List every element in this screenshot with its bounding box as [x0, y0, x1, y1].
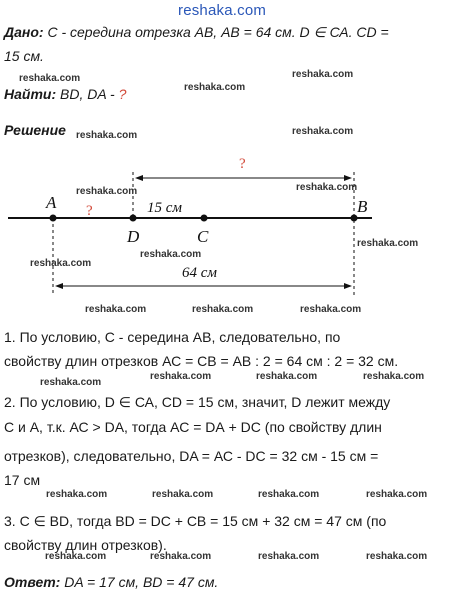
watermark: reshaka.com [152, 489, 214, 500]
given-line-2: 15 см. [4, 48, 44, 64]
watermark: reshaka.com [192, 304, 254, 315]
step-3-line-2: свойству длин отрезков). [4, 537, 167, 553]
watermark: reshaka.com [45, 551, 107, 562]
label-ab-length: 64 см [182, 265, 217, 281]
watermark: reshaka.com [184, 82, 246, 93]
watermark: reshaka.com [85, 304, 147, 315]
label-d: D [127, 227, 140, 246]
step-3-line-1: 3. С ∈ ВD, тогда ВD = DС + СВ = 15 см + 32 см = 47 см (по [4, 513, 387, 529]
watermark: reshaka.com [30, 258, 92, 269]
watermark: reshaka.com [292, 69, 354, 80]
label-a: A [46, 193, 57, 212]
arrow-db-left-head [135, 175, 143, 181]
step-1-line-2: свойству длин отрезков АС = СВ = АВ : 2 = 64 см : 2 = 32 см. [4, 353, 399, 369]
step-2-line-4: 17 см [4, 472, 41, 488]
answer-label: Ответ: [4, 574, 61, 590]
step-2-line-3: отрезков), следовательно, DA = АС - DC = 32 см - 15 см = [4, 448, 379, 464]
find-label: Найти: [4, 86, 57, 102]
watermark: reshaka.com [366, 551, 428, 562]
site-title: reshaka.com [178, 2, 267, 19]
watermark: reshaka.com [256, 371, 318, 382]
step-2-line-1: 2. По условию, D ∈ СА, СD = 15 см, значит, D лежит между [4, 394, 391, 410]
watermark: reshaka.com [150, 371, 212, 382]
watermark: reshaka.com [258, 489, 320, 500]
solution-label: Решение [4, 122, 66, 138]
label-b: B [357, 197, 368, 216]
point-c [201, 215, 208, 222]
watermark: reshaka.com [366, 489, 428, 500]
label-db-unknown: ? [239, 156, 246, 172]
label-cd-length: 15 см [147, 200, 182, 216]
arrow-db-right-head [344, 175, 352, 181]
given-text-1: С - середина отрезка АВ, АВ = 64 см. D ∈ СА. СD = [43, 24, 389, 40]
find-question-mark: ? [118, 86, 127, 102]
watermark: reshaka.com [76, 186, 138, 197]
answer-text: DA = 17 см, ВD = 47 см. [60, 574, 219, 590]
watermark: reshaka.com [363, 371, 425, 382]
watermark: reshaka.com [46, 489, 108, 500]
watermark: reshaka.com [76, 130, 138, 141]
watermark: reshaka.com [296, 182, 358, 193]
step-1-line-1: 1. По условию, С - середина АВ, следовательно, по [4, 329, 341, 345]
watermark: reshaka.com [150, 551, 212, 562]
find-text: ВD, DA - [56, 86, 119, 102]
arrow-ab-right-head [344, 283, 352, 289]
label-ad-unknown: ? [86, 203, 93, 219]
watermark: reshaka.com [19, 73, 81, 84]
arrow-ab-left-head [55, 283, 63, 289]
given-label: Дано: [4, 24, 44, 40]
answer-line [4, 572, 218, 592]
watermark: reshaka.com [357, 238, 419, 249]
watermark: reshaka.com [258, 551, 320, 562]
step-2-line-2: С и А, т.к. АС > DА, тогда АС = DА + DС (по свойству длин [4, 419, 382, 435]
watermark: reshaka.com [292, 126, 354, 137]
watermark: reshaka.com [300, 304, 362, 315]
watermark: reshaka.com [40, 377, 102, 388]
label-c: C [197, 227, 209, 246]
watermark: reshaka.com [140, 249, 202, 260]
